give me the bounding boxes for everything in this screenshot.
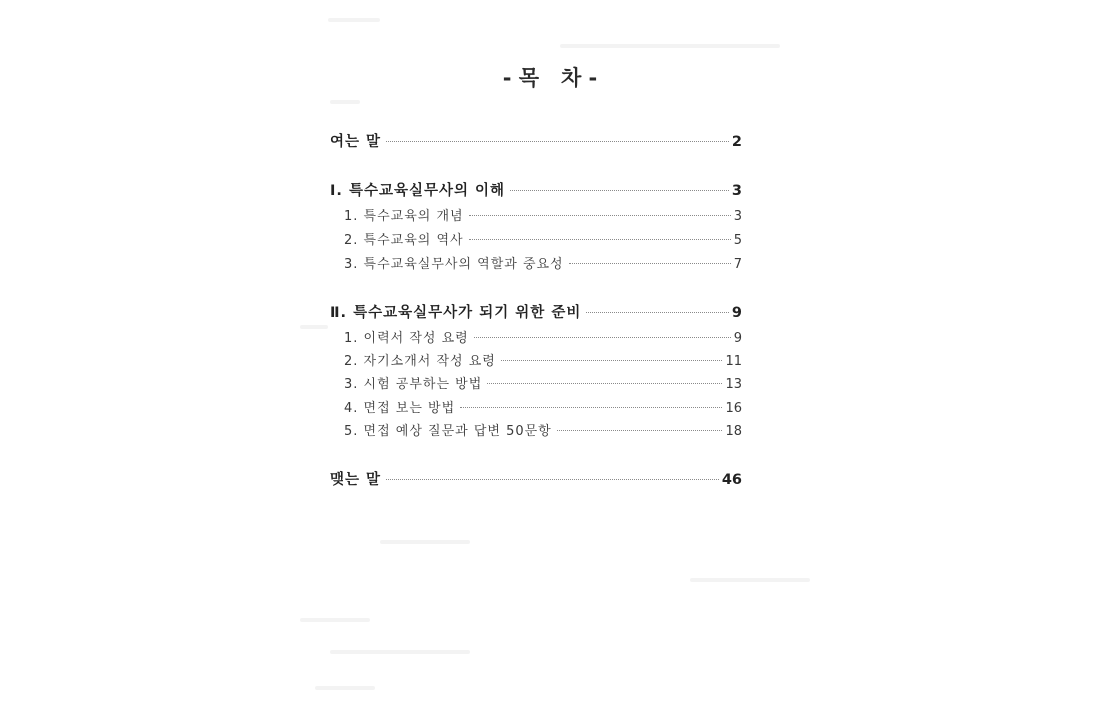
bleed-through-mark bbox=[315, 686, 375, 690]
bleed-through-mark bbox=[330, 650, 470, 654]
toc-entry-label: 맺는 말 bbox=[330, 472, 382, 488]
toc-entry-label: 1. 특수교육의 개념 bbox=[344, 209, 464, 224]
dot-leader bbox=[386, 479, 719, 480]
toc-page-number: 18 bbox=[725, 424, 742, 439]
toc-page-number: 9 bbox=[733, 331, 742, 346]
toc-entry-2-5[interactable] bbox=[344, 420, 742, 439]
bleed-through-mark bbox=[328, 18, 380, 22]
toc-entry-section-2[interactable] bbox=[330, 301, 742, 322]
toc-page-number: 11 bbox=[725, 354, 742, 369]
dot-leader bbox=[557, 430, 723, 431]
toc-page-number: 7 bbox=[733, 257, 742, 272]
dot-leader bbox=[501, 360, 723, 361]
toc-page-number: 2 bbox=[731, 134, 742, 150]
toc-page-number: 9 bbox=[731, 305, 742, 321]
bleed-through-mark bbox=[560, 44, 780, 48]
toc-entry-1-3[interactable] bbox=[344, 253, 742, 272]
toc-entry-2-2[interactable] bbox=[344, 350, 742, 369]
dot-leader bbox=[586, 312, 729, 313]
toc-entry-label: 4. 면접 보는 방법 bbox=[344, 401, 456, 416]
toc-entry-section-1[interactable] bbox=[330, 179, 742, 200]
bleed-through-mark bbox=[330, 100, 360, 104]
bleed-through-mark bbox=[300, 325, 328, 329]
toc-page-number: 46 bbox=[721, 472, 742, 488]
dot-leader bbox=[386, 141, 729, 142]
dot-leader bbox=[510, 190, 729, 191]
toc-entry-label: 3. 시험 공부하는 방법 bbox=[344, 377, 483, 392]
toc-page-number: 16 bbox=[725, 401, 742, 416]
toc-entry-2-1[interactable] bbox=[344, 327, 742, 346]
toc-page-number: 3 bbox=[733, 209, 742, 224]
dot-leader bbox=[569, 263, 731, 264]
toc-entry-label: Ⅱ. 특수교육실무사가 되기 위한 준비 bbox=[330, 305, 582, 321]
toc-page-number: 5 bbox=[733, 233, 742, 248]
toc-entry-label: 5. 면접 예상 질문과 답변 50문항 bbox=[344, 424, 552, 439]
dot-leader bbox=[487, 383, 722, 384]
dot-leader bbox=[474, 337, 731, 338]
bleed-through-mark bbox=[690, 578, 810, 582]
toc-page-number: 13 bbox=[725, 377, 742, 392]
toc-entry-outro[interactable] bbox=[330, 468, 742, 489]
toc-entry-label: 1. 이력서 작성 요령 bbox=[344, 331, 469, 346]
bleed-through-mark bbox=[380, 540, 470, 544]
toc-title: - 목 차 - bbox=[502, 66, 598, 90]
toc-entry-2-3[interactable] bbox=[344, 373, 742, 392]
bleed-through-mark bbox=[300, 618, 370, 622]
dot-leader bbox=[460, 407, 722, 408]
toc-entry-label: 여는 말 bbox=[330, 134, 382, 150]
toc-entry-label: 3. 특수교육실무사의 역할과 중요성 bbox=[344, 257, 564, 272]
dot-leader bbox=[469, 215, 731, 216]
toc-entry-label: 2. 자기소개서 작성 요령 bbox=[344, 354, 496, 369]
toc-entry-label: 2. 특수교육의 역사 bbox=[344, 233, 464, 248]
toc-page-number: 3 bbox=[731, 183, 742, 199]
toc-entry-1-2[interactable] bbox=[344, 229, 742, 248]
toc-entry-intro[interactable] bbox=[330, 130, 742, 151]
toc-entry-2-4[interactable] bbox=[344, 397, 742, 416]
toc-entry-label: Ⅰ. 특수교육실무사의 이해 bbox=[330, 183, 506, 199]
dot-leader bbox=[469, 239, 731, 240]
toc-entry-1-1[interactable] bbox=[344, 205, 742, 224]
